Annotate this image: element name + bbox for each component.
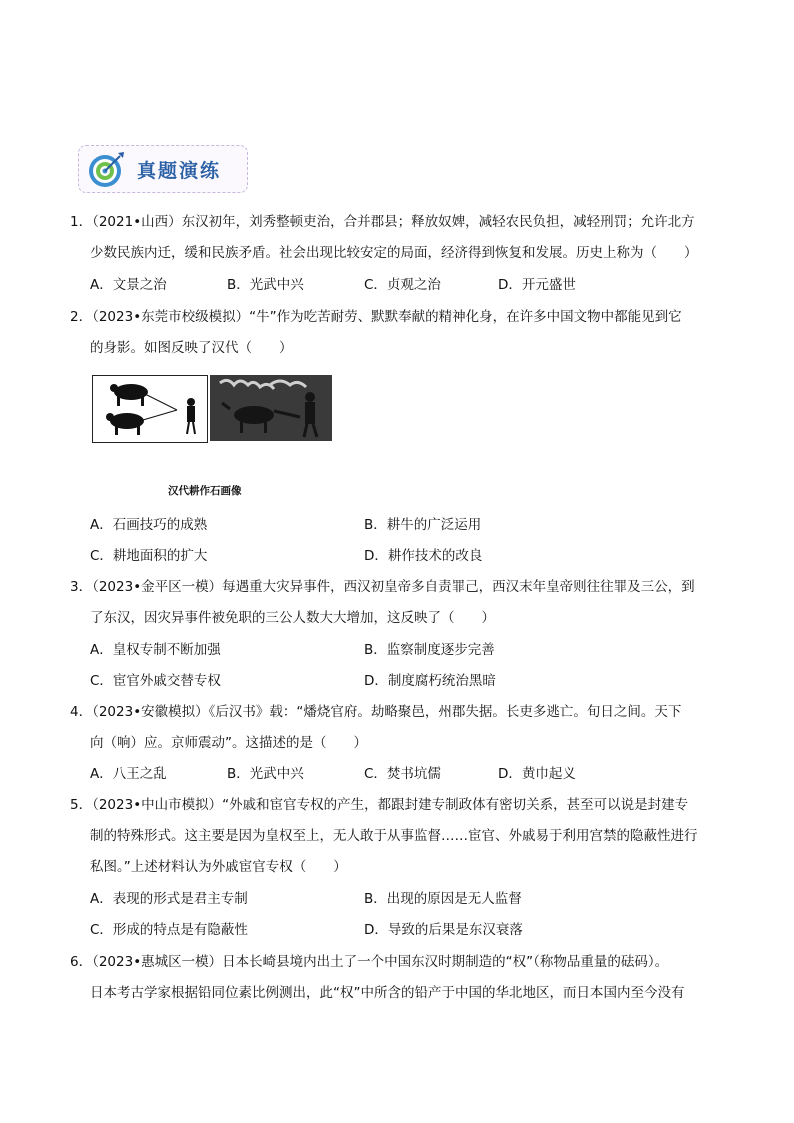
question-4-option-d[interactable]: D．黄巾起义 bbox=[498, 766, 576, 782]
question-6-line-2: 日本考古学家根据铅同位素比例测出，此“权”中所含的铅产于中国的华北地区，而日本国内至今没有 bbox=[90, 985, 685, 1001]
question-2-option-a[interactable]: A．石画技巧的成熟 bbox=[90, 517, 208, 533]
figure-caption: 汉代耕作石画像 bbox=[168, 485, 242, 497]
question-5-option-b[interactable]: B．出现的原因是无人监督 bbox=[364, 891, 522, 907]
question-4-option-c[interactable]: C．焚书坑儒 bbox=[364, 766, 441, 782]
question-5-option-c[interactable]: C．形成的特点是有隐蔽性 bbox=[90, 922, 248, 938]
question-3-option-a[interactable]: A．皇权专制不断加强 bbox=[90, 642, 221, 658]
question-5-line-2: 制的特殊形式。这主要是因为皇权至上，无人敢于从事监督……宦官、外戚易于利用宫禁的隐蔽性进行 bbox=[90, 828, 698, 844]
question-1-option-b[interactable]: B．光武中兴 bbox=[227, 277, 304, 293]
section-title: 真题演练 bbox=[137, 160, 222, 182]
question-2-line-1: 2．（2023•东莞市校级模拟）“牛”作为吃苦耐劳、默默奉献的精神化身，在许多中国文物中都能见到它 bbox=[70, 309, 682, 325]
question-1-option-d[interactable]: D．开元盛世 bbox=[498, 277, 576, 293]
ox-plowing-drawing bbox=[92, 375, 208, 443]
question-5-line-1: 5．（2023•中山市模拟）“外戚和宦官专权的产生，都跟封建专制政体有密切关系，甚至可以说是封建专 bbox=[70, 797, 689, 813]
question-5-option-a[interactable]: A．表现的形式是君主专制 bbox=[90, 891, 248, 907]
question-2-option-b[interactable]: B．耕牛的广泛运用 bbox=[364, 517, 482, 533]
question-3-line-1: 3．（2023•金平区一模）每遇重大灾异事件，西汉初皇帝多自责罪己，西汉末年皇帝则往往罪及三公，到 bbox=[70, 579, 695, 595]
question-2-option-d[interactable]: D．耕作技术的改良 bbox=[364, 548, 483, 564]
question-3-line-2: 了东汉，因灾异事件被免职的三公人数大大增加，这反映了（ ） bbox=[90, 610, 495, 626]
stone-relief-rubbing bbox=[210, 375, 332, 441]
question-5-line-3: 私图。”上述材料认为外戚宦官专权（ ） bbox=[90, 859, 347, 875]
target-icon bbox=[87, 149, 127, 189]
question-5-option-d[interactable]: D．导致的后果是东汉衰落 bbox=[364, 922, 523, 938]
question-2-option-c[interactable]: C．耕地面积的扩大 bbox=[90, 548, 208, 564]
question-3-option-d[interactable]: D．制度腐朽统治黑暗 bbox=[364, 673, 496, 689]
question-4-line-1: 4．（2023•安徽模拟）《后汉书》载：“燔烧官府。劫略聚邑，州郡失据。长吏多逃亡。旬日之间。天下 bbox=[70, 704, 682, 720]
question-2-line-2: 的身影。如图反映了汉代（ ） bbox=[90, 340, 293, 356]
question-4-option-a[interactable]: A．八王之乱 bbox=[90, 766, 167, 782]
question-4-line-2: 向（响）应。京师震动”。这描述的是（ ） bbox=[90, 735, 367, 751]
question-1-line-2: 少数民族内迁，缓和民族矛盾。社会出现比较安定的局面，经济得到恢复和发展。历史上称为（ ） bbox=[90, 245, 698, 261]
han-farming-relief-figure bbox=[92, 375, 332, 441]
question-3-option-c[interactable]: C．宦官外戚交替专权 bbox=[90, 673, 221, 689]
question-1-option-c[interactable]: C．贞观之治 bbox=[364, 277, 441, 293]
question-3-option-b[interactable]: B．监察制度逐步完善 bbox=[364, 642, 495, 658]
question-6-line-1: 6．（2023•惠城区一模）日本长崎县境内出土了一个中国东汉时期制造的“权”（称物品重量的砝码）。 bbox=[70, 954, 669, 970]
question-4-option-b[interactable]: B．光武中兴 bbox=[227, 766, 304, 782]
section-banner bbox=[78, 145, 248, 193]
question-1-line-1: 1．（2021•山西）东汉初年，刘秀整顿吏治，合并郡县；释放奴婢，减轻农民负担，减轻刑罚；允许北方 bbox=[70, 214, 695, 230]
question-1-option-a[interactable]: A．文景之治 bbox=[90, 277, 167, 293]
